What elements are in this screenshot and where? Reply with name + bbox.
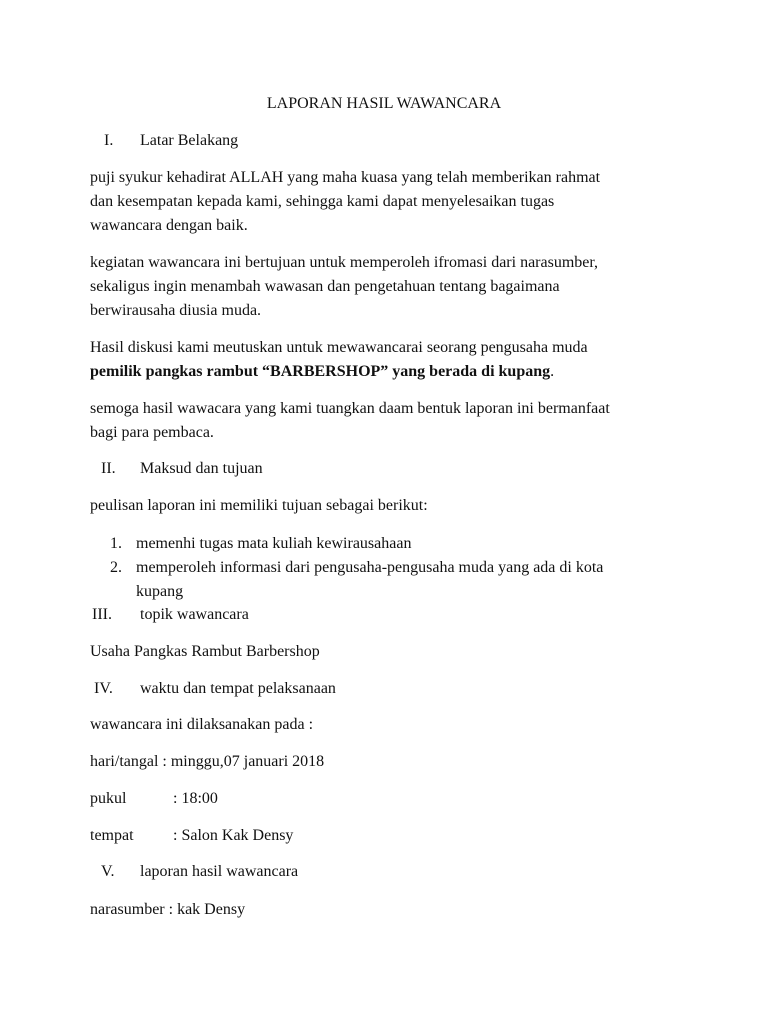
paragraph-line: peulisan laporan ini memiliki tujuan sebagai berikut: xyxy=(90,497,428,514)
hari-tanggal: hari/tangal : minggu,07 januari 2018 xyxy=(90,753,325,770)
paragraph-line: Hasil diskusi kami meutuskan untuk mewawancarai seorang pengusaha muda xyxy=(90,339,588,356)
list-item: memenhi tugas mata kuliah kewirausahaan xyxy=(136,535,412,552)
list-item-number: 1. xyxy=(110,535,122,552)
section-number-4: IV. xyxy=(94,680,113,697)
list-item-continuation: kupang xyxy=(136,583,184,600)
section-heading-latar-belakang: Latar Belakang xyxy=(140,132,239,149)
paragraph-line: wawancara dengan baik. xyxy=(90,217,248,234)
section-number-5: V. xyxy=(101,863,115,880)
tempat-value: : Salon Kak Densy xyxy=(173,827,294,844)
tempat-label: tempat xyxy=(90,827,134,844)
paragraph-line: wawancara ini dilaksanakan pada : xyxy=(90,716,314,733)
bold-phrase: pemilik pangkas rambut “BARBERSHOP” yang berada di kupang xyxy=(90,363,551,380)
paragraph-line: bagi para pembaca. xyxy=(90,424,214,441)
section-number-2: II. xyxy=(101,460,116,477)
section-heading-waktu: waktu dan tempat pelaksanaan xyxy=(140,680,336,697)
list-item-number: 2. xyxy=(110,559,122,576)
paragraph-line: dan kesempatan kepada kami, sehingga kami dapat menyelesaikan tugas xyxy=(90,193,555,210)
paragraph-line-emphasis xyxy=(90,360,554,384)
section-number-1: I. xyxy=(104,132,114,149)
paragraph-line: semoga hasil wawacara yang kami tuangkan daam bentuk laporan ini bermanfaat xyxy=(90,400,610,417)
section-heading-maksud: Maksud dan tujuan xyxy=(140,460,263,477)
section-number-3: III. xyxy=(92,606,112,623)
paragraph-line: sekaligus ingin menambah wawasan dan pengetahuan tentang bagaimana xyxy=(90,278,560,295)
list-item: memperoleh informasi dari pengusaha-pengusaha muda yang ada di kota xyxy=(136,559,604,576)
paragraph-line: kegiatan wawancara ini bertujuan untuk memperoleh ifromasi dari narasumber, xyxy=(90,254,599,271)
pukul-label: pukul xyxy=(90,790,127,807)
sentence-end: . xyxy=(550,363,555,380)
document-title: LAPORAN HASIL WAWANCARA xyxy=(266,95,502,112)
pukul-value: : 18:00 xyxy=(173,790,218,807)
paragraph-line: Usaha Pangkas Rambut Barbershop xyxy=(90,643,320,660)
paragraph-line: berwirausaha diusia muda. xyxy=(90,302,262,319)
section-heading-topik: topik wawancara xyxy=(140,606,249,623)
paragraph-line: puji syukur kehadirat ALLAH yang maha kuasa yang telah memberikan rahmat xyxy=(90,169,601,186)
narasumber: narasumber : kak Densy xyxy=(90,901,246,918)
section-heading-laporan: laporan hasil wawancara xyxy=(140,863,299,880)
